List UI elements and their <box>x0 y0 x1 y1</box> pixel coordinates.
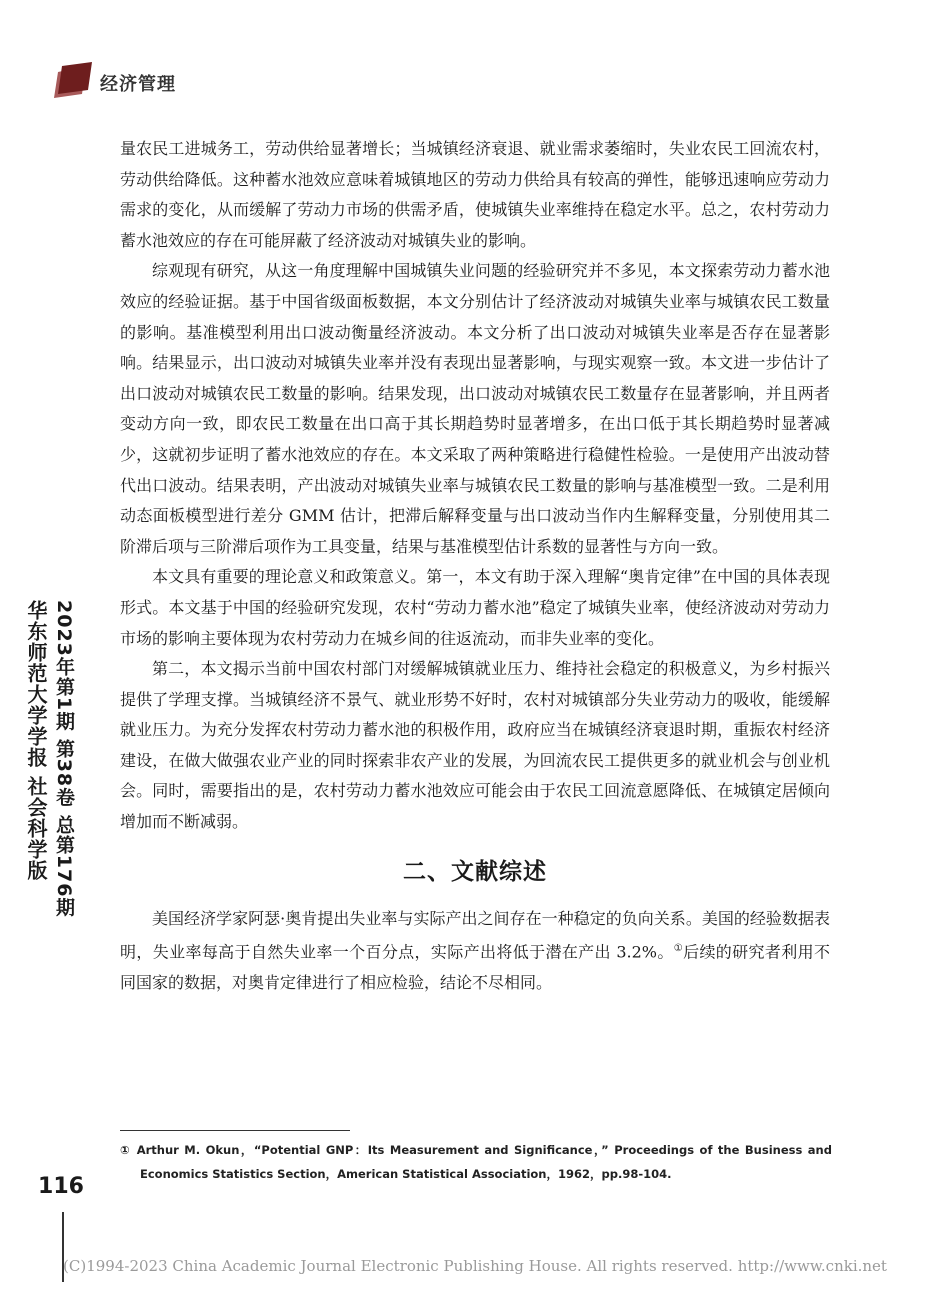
issue-info: 2023年第1期 第38卷 总第176期 <box>53 600 75 918</box>
paragraph: 本文具有重要的理论意义和政策意义。第一，本文有助于深入理解“奥肯定律”在中国的具体表现形式。本文基于中国的经验研究发现，农村“劳动力蓄水池”稳定了城镇失业率，使经济波动对劳动力市场的影响主要体现为农村劳动力在城乡间的往返流动，而非失业率的变化。 <box>120 567 830 648</box>
footnote <box>120 1138 832 1186</box>
footnote-marker: ① <box>120 1143 132 1157</box>
journal-name: 华东师范大学学报 社会科学版 <box>24 600 48 881</box>
paragraph: 综观现有研究，从这一角度理解中国城镇失业问题的经验研究并不多见，本文探索劳动力蓄水池效应的经验证据。基于中国省级面板数据，本文分别估计了经济波动对城镇失业率与城镇农民工数量的影响。基准模型利用出口波动衡量经济波动。本文分析了出口波动对城镇失业率是否存在显著影响。结果显示，出口波动对城镇失业率并没有表现出显著影响，与现实观察一致。本文进一步估计了出口波动对城镇农民工数量的影响。结果发现，出口波动对城镇农民工数量存在显著影响，并且两者变动方向一致，即农民工数量在出口高于其长期趋势时显著增多，在出口低于其长期趋势时显著减少，这就初步证明了蓄水池效应的存在。本文采取了两种策略进行稳健性检验。一是使用产出波动替代出口波动。结果表明，产出波动对城镇失业率与城镇农民工数量的影响与基准模型一致。二是利用动态面板模型进行差分 GMM 估计，把滞后解释变量与出口波动当作内生解释变量，分别使用其二阶滞后项与三阶滞后项作为工具变量，结果与基准模型估计系数的显著性与方向一致。 <box>120 261 830 556</box>
paragraph-text: 美国经济学家阿瑟·奥肯提出失业率与实际产出之间存在一种稳定的负向关系。美国的经验数据表明，失业率每高于自然失业率一个百分点，实际产出将低于潜在产出 3.2%。 <box>120 908 830 962</box>
section-title: 经济管理 <box>100 74 176 95</box>
footnote-divider <box>120 1130 350 1131</box>
section-heading: 二、文献综述 <box>403 858 547 885</box>
footnote-reference[interactable]: ① <box>673 943 684 955</box>
footnote-text: Arthur M. Okun，“Potential GNP：Its Measurement and Significance，” Proceedings of the Business and Economics Statistics Section，American Statistical Association，1962，pp.98-104. <box>136 1143 832 1181</box>
copyright-watermark: (C)1994-2023 China Academic Journal Electronic Publishing House. All rights reserved. http://www.cnki.net <box>63 1257 887 1275</box>
page-number: 116 <box>38 1174 84 1199</box>
article-body <box>120 134 830 999</box>
journal-section-logo-icon <box>52 62 96 98</box>
paragraph <box>120 904 830 999</box>
footnote-entry <box>120 1138 832 1186</box>
paragraph-text: 后续的研究者利用不同国家的数据，对奥肯定律进行了相应检验，结论不尽相同。 <box>120 942 830 993</box>
journal-sidebar <box>24 600 78 918</box>
paragraph: 第二，本文揭示当前中国农村部门对缓解城镇就业压力、维持社会稳定的积极意义，为乡村振兴提供了学理支撑。当城镇经济不景气、就业形势不好时，农村对城镇部分失业劳动力的吸收，能缓解就业压力。为充分发挥农村劳动力蓄水池的积极作用，政府应当在城镇经济衰退时期，重振农村经济建设，在做大做强农业产业的同时探索非农产业的发展，为回流农民工提供更多的就业机会与创业机会。同时，需要指出的是，农村劳动力蓄水池效应可能会由于农民工回流意愿降低、在城镇定居倾向增加而不断减弱。 <box>120 659 830 832</box>
paragraph: 量农民工进城务工，劳动供给显著增长；当城镇经济衰退、就业需求萎缩时，失业农民工回流农村，劳动供给降低。这种蓄水池效应意味着城镇地区的劳动力供给具有较高的弹性，能够迅速响应劳动力需求的变化，从而缓解了劳动力市场的供需矛盾，使城镇失业率维持在稳定水平。总之，农村劳动力蓄水池效应的存在可能屏蔽了经济波动对城镇失业的影响。 <box>120 139 830 250</box>
